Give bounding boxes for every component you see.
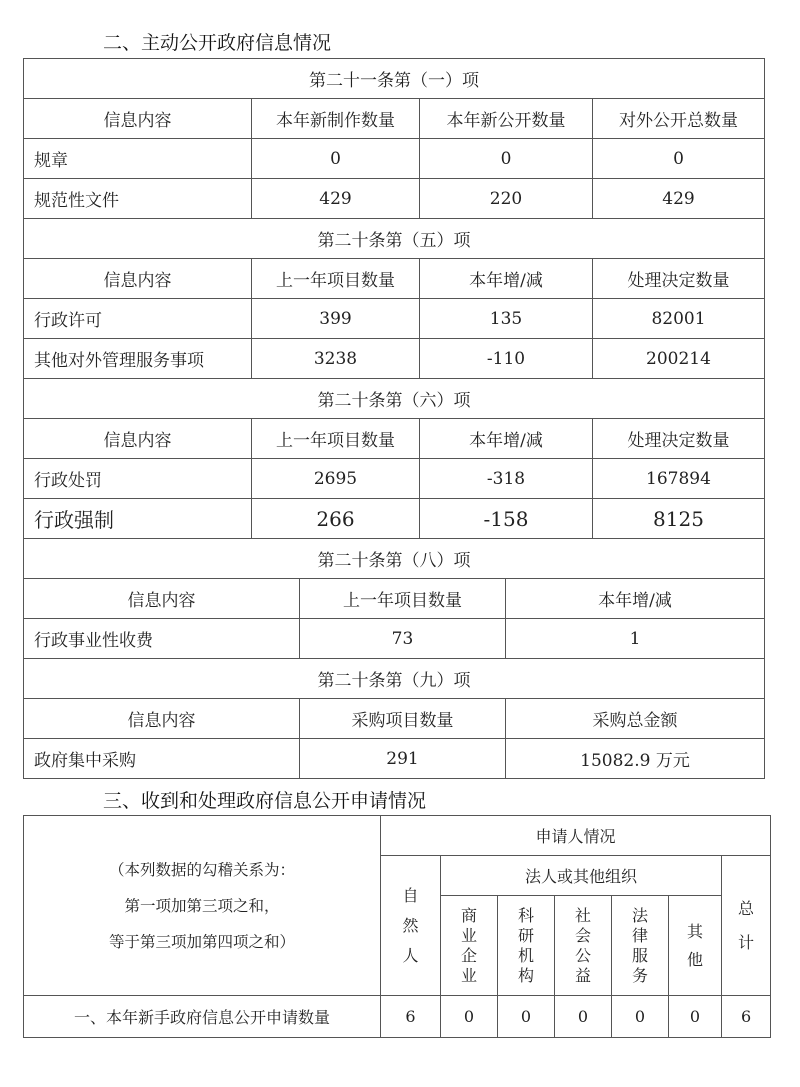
column-header: 信息内容 — [24, 699, 300, 739]
row-label: 行政许可 — [24, 299, 252, 339]
column-header: 本年增/减 — [420, 259, 593, 299]
column-header: 本年新公开数量 — [420, 99, 593, 139]
row-label: 政府集中采购 — [24, 739, 300, 779]
row-label: 行政事业性收费 — [24, 619, 300, 659]
cell-value: 82001 — [593, 299, 765, 339]
cell-value: 200214 — [593, 339, 765, 379]
table-header-row — [24, 579, 765, 619]
column-header: 采购总金额 — [506, 699, 765, 739]
row-label: 行政强制 — [24, 499, 252, 539]
note-line: 第一项加第三项之和， — [124, 896, 280, 915]
row-label: 规章 — [24, 139, 252, 179]
table-row — [24, 139, 765, 179]
note-line: 等于第三项加第四项之和） — [108, 932, 295, 951]
total-header — [722, 856, 771, 996]
cell-value: -110 — [420, 339, 593, 379]
table-header-row — [24, 699, 765, 739]
sub-col-label: 法律服务 — [631, 905, 648, 985]
row-label: 行政处罚 — [24, 459, 252, 499]
sub-col-header — [555, 896, 612, 996]
table-row — [24, 996, 771, 1038]
natural-person-label: 自然人 — [402, 885, 419, 965]
column-header: 本年增/减 — [420, 419, 593, 459]
column-header: 信息内容 — [24, 419, 252, 459]
row-label: 规范性文件 — [24, 179, 252, 219]
cell-value: 429 — [252, 179, 420, 219]
cell-value: 0 — [612, 996, 669, 1038]
sub-col-label: 商业企业 — [460, 905, 477, 985]
cell-value: 0 — [420, 139, 593, 179]
cell-value: 1 — [506, 619, 765, 659]
column-header: 处理决定数量 — [593, 419, 765, 459]
sub-col-header — [669, 896, 722, 996]
cell-value: 0 — [555, 996, 612, 1038]
table-row — [24, 619, 765, 659]
cell-value: 0 — [669, 996, 722, 1038]
table-section-title — [24, 659, 765, 699]
note-line: （本列数据的勾稽关系为： — [108, 860, 295, 879]
table-row — [24, 459, 765, 499]
reconciliation-note — [24, 816, 381, 996]
column-header: 信息内容 — [24, 259, 252, 299]
section-2-heading: 二、主动公开政府信息情况 — [103, 32, 332, 54]
cell-value: 291 — [300, 739, 506, 779]
cell-value: 2695 — [252, 459, 420, 499]
proactive-disclosure-table — [23, 58, 765, 779]
sub-col-label: 其他 — [686, 921, 703, 969]
table-header-row — [24, 99, 765, 139]
table-row — [24, 339, 765, 379]
cell-value: 135 — [420, 299, 593, 339]
table-section-title — [24, 539, 765, 579]
cell-value: 8125 — [593, 499, 765, 539]
cell-value: 6 — [381, 996, 441, 1038]
natural-person-header — [381, 856, 441, 996]
total-label: 总计 — [738, 898, 755, 952]
cell-value: 0 — [441, 996, 498, 1038]
column-header: 上一年项目数量 — [252, 259, 420, 299]
column-header: 处理决定数量 — [593, 259, 765, 299]
cell-value: 429 — [593, 179, 765, 219]
art20-5-title: 第二十条第（五）项 — [24, 219, 765, 259]
cell-value: 0 — [498, 996, 555, 1038]
cell-value: 6 — [722, 996, 771, 1038]
table-header-row — [24, 816, 771, 856]
sub-col-header — [498, 896, 555, 996]
column-header: 信息内容 — [24, 99, 252, 139]
column-header: 本年新制作数量 — [252, 99, 420, 139]
column-header: 采购项目数量 — [300, 699, 506, 739]
art21-title: 第二十一条第（一）项 — [24, 59, 765, 99]
art20-9-title: 第二十条第（九）项 — [24, 659, 765, 699]
table-header-row — [24, 259, 765, 299]
column-header: 上一年项目数量 — [252, 419, 420, 459]
cell-value: 3238 — [252, 339, 420, 379]
table-section-title — [24, 379, 765, 419]
cell-value: 0 — [252, 139, 420, 179]
table-section-title — [24, 219, 765, 259]
application-stats-table — [23, 815, 771, 1038]
table-row — [24, 179, 765, 219]
table-header-row — [24, 419, 765, 459]
table-row — [24, 299, 765, 339]
cell-value: 167894 — [593, 459, 765, 499]
cell-value: 15082.9 万元 — [506, 739, 765, 779]
column-header: 上一年项目数量 — [300, 579, 506, 619]
cell-value: 266 — [252, 499, 420, 539]
table-section-title — [24, 59, 765, 99]
row-label: 一、本年新手政府信息公开申请数量 — [24, 996, 381, 1038]
cell-value: 0 — [593, 139, 765, 179]
sub-col-label: 科研机构 — [517, 905, 534, 985]
table-row — [24, 739, 765, 779]
applicant-header: 申请人情况 — [381, 816, 771, 856]
table-row — [24, 499, 765, 539]
column-header: 信息内容 — [24, 579, 300, 619]
sub-col-label: 社会公益 — [574, 905, 591, 985]
sub-col-header — [612, 896, 669, 996]
art20-6-title: 第二十条第（六）项 — [24, 379, 765, 419]
row-label: 其他对外管理服务事项 — [24, 339, 252, 379]
cell-value: -318 — [420, 459, 593, 499]
cell-value: 73 — [300, 619, 506, 659]
legal-group-header: 法人或其他组织 — [441, 856, 722, 896]
art20-8-title: 第二十条第（八）项 — [24, 539, 765, 579]
cell-value: -158 — [420, 499, 593, 539]
section-3-heading: 三、收到和处理政府信息公开申请情况 — [103, 790, 427, 812]
cell-value: 399 — [252, 299, 420, 339]
sub-col-header — [441, 896, 498, 996]
column-header: 本年增/减 — [506, 579, 765, 619]
cell-value: 220 — [420, 179, 593, 219]
column-header: 对外公开总数量 — [593, 99, 765, 139]
